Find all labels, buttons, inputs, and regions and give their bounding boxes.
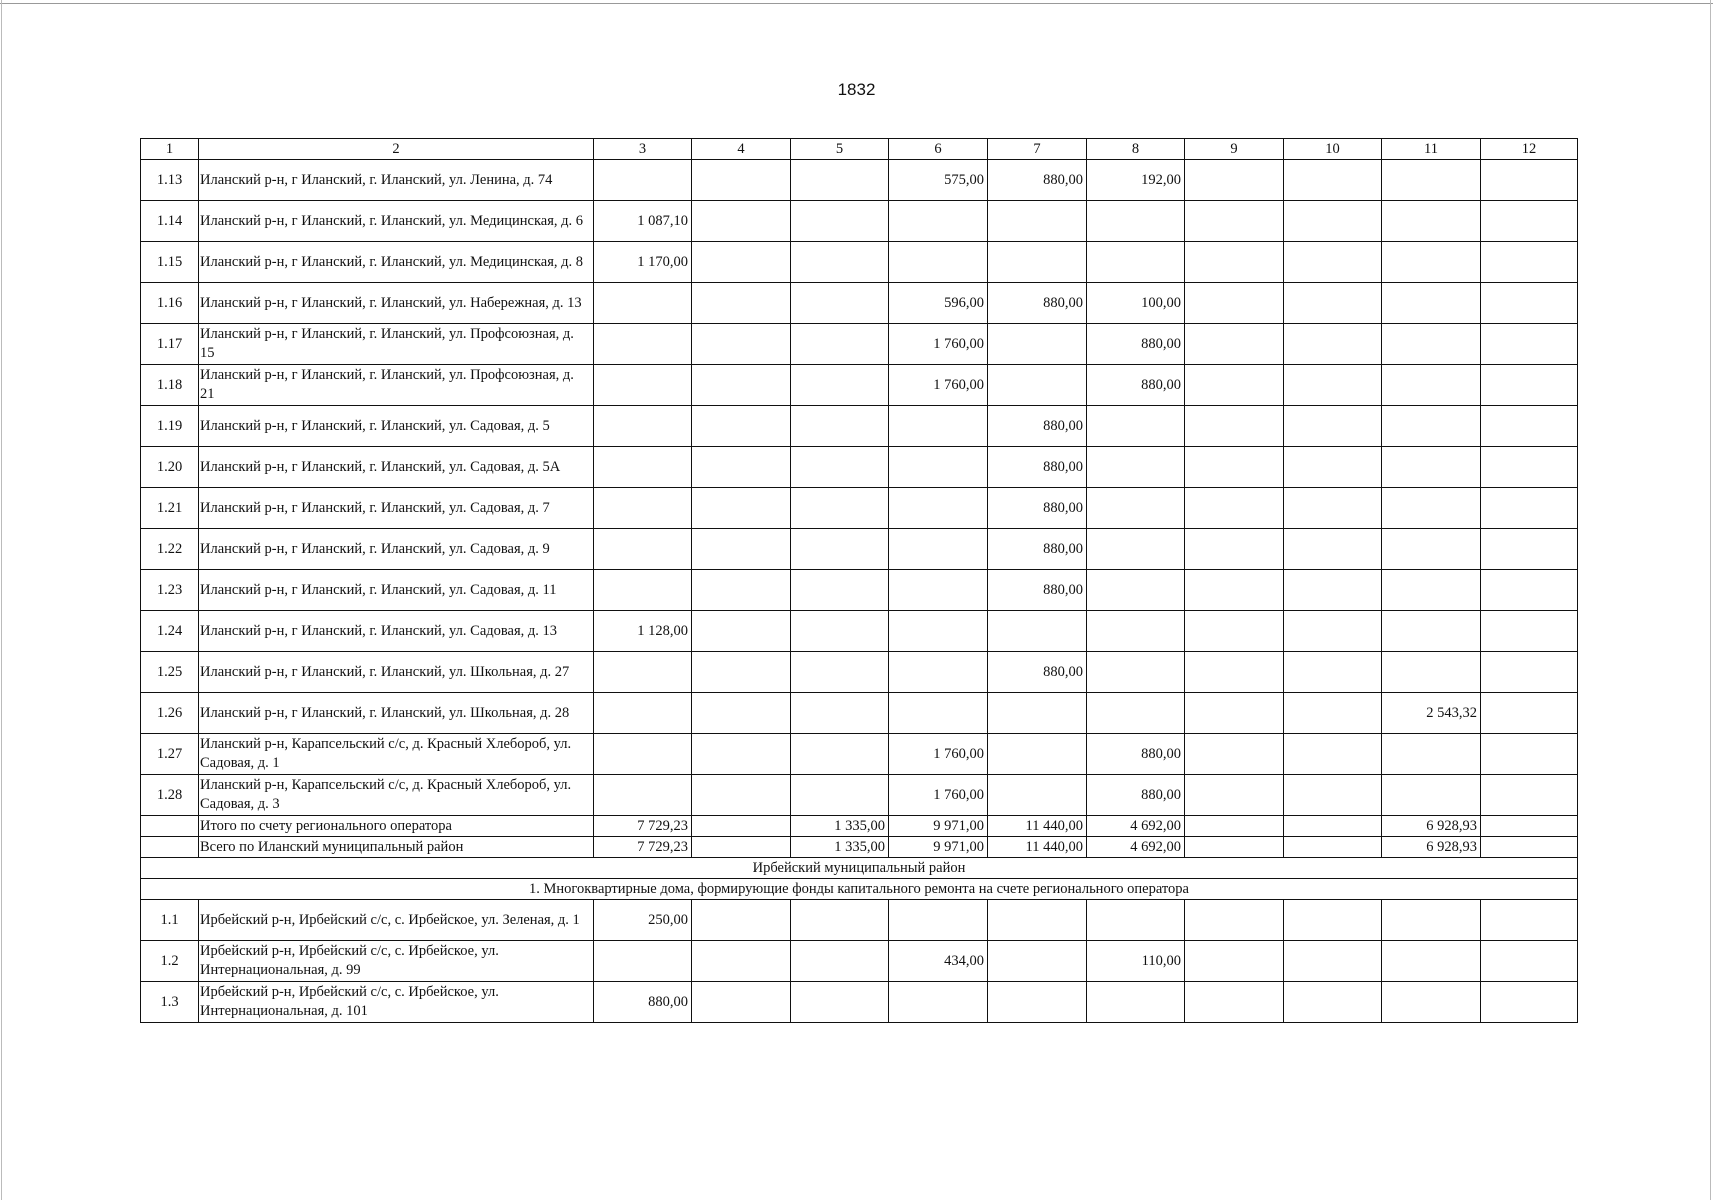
table-row [141, 652, 1578, 693]
value-cell [594, 941, 692, 982]
row-index: 1.21 [141, 488, 199, 529]
value-cell [692, 529, 791, 570]
table-row [141, 201, 1578, 242]
address-cell: Ирбейский р-н, Ирбейский с/с, с. Ирбейское, ул. Интернациональная, д. 101 [199, 982, 594, 1023]
scan-edge-top [0, 3, 1713, 4]
col-header: 4 [692, 139, 791, 160]
value-cell [1382, 900, 1481, 941]
value-cell: 596,00 [889, 283, 988, 324]
value-cell: 880,00 [988, 488, 1087, 529]
address-cell: Иланский р-н, г Иланский, г. Иланский, ул. Медицинская, д. 8 [199, 242, 594, 283]
value-cell: 1 760,00 [889, 775, 988, 816]
value-cell [1382, 324, 1481, 365]
address-cell: Иланский р-н, г Иланский, г. Иланский, ул. Ленина, д. 74 [199, 160, 594, 201]
value-cell: 880,00 [988, 529, 1087, 570]
table-row [141, 324, 1578, 365]
value-cell [791, 734, 889, 775]
value-cell [692, 652, 791, 693]
value-cell [988, 611, 1087, 652]
value-cell [1087, 488, 1185, 529]
value-cell [1481, 611, 1578, 652]
value-cell [692, 837, 791, 858]
total-row [141, 837, 1578, 858]
value-cell [889, 406, 988, 447]
value-cell [1185, 570, 1284, 611]
value-cell [1382, 941, 1481, 982]
row-index [141, 816, 199, 837]
value-cell [692, 775, 791, 816]
section-title: 1. Многоквартирные дома, формирующие фонды капитального ремонта на счете регионального оператора [141, 879, 1578, 900]
value-cell [889, 570, 988, 611]
column-number-row [141, 139, 1578, 160]
value-cell [1382, 242, 1481, 283]
value-cell: 880,00 [988, 447, 1087, 488]
value-cell [889, 529, 988, 570]
table-row [141, 160, 1578, 201]
value-cell [1481, 693, 1578, 734]
value-cell [791, 941, 889, 982]
value-cell: 575,00 [889, 160, 988, 201]
table-row [141, 447, 1578, 488]
table-row [141, 982, 1578, 1023]
row-index: 1.18 [141, 365, 199, 406]
value-cell [988, 693, 1087, 734]
value-cell: 880,00 [988, 406, 1087, 447]
value-cell [1481, 160, 1578, 201]
value-cell [594, 570, 692, 611]
value-cell [1087, 652, 1185, 693]
value-cell: 6 928,93 [1382, 816, 1481, 837]
value-cell [1284, 837, 1382, 858]
col-header: 10 [1284, 139, 1382, 160]
value-cell [1185, 529, 1284, 570]
value-cell [692, 982, 791, 1023]
value-cell [1284, 447, 1382, 488]
value-cell [1185, 365, 1284, 406]
value-cell [1284, 201, 1382, 242]
value-cell [692, 242, 791, 283]
table-row [141, 529, 1578, 570]
value-cell [594, 734, 692, 775]
value-cell [889, 447, 988, 488]
value-cell [692, 941, 791, 982]
table-row [141, 611, 1578, 652]
value-cell [988, 365, 1087, 406]
value-cell [594, 406, 692, 447]
value-cell [692, 816, 791, 837]
value-cell [988, 982, 1087, 1023]
value-cell [1481, 982, 1578, 1023]
section-row [141, 879, 1578, 900]
col-header: 11 [1382, 139, 1481, 160]
value-cell [988, 201, 1087, 242]
value-cell: 1 335,00 [791, 837, 889, 858]
value-cell [1481, 941, 1578, 982]
data-table [140, 138, 1578, 1023]
address-cell: Иланский р-н, г Иланский, г. Иланский, ул. Садовая, д. 7 [199, 488, 594, 529]
value-cell [791, 611, 889, 652]
value-cell [791, 693, 889, 734]
value-cell [988, 734, 1087, 775]
value-cell: 880,00 [1087, 734, 1185, 775]
value-cell [1284, 365, 1382, 406]
value-cell [1481, 201, 1578, 242]
value-cell [1185, 982, 1284, 1023]
value-cell: 7 729,23 [594, 837, 692, 858]
value-cell [692, 201, 791, 242]
value-cell [988, 324, 1087, 365]
value-cell [692, 693, 791, 734]
col-header: 12 [1481, 139, 1578, 160]
value-cell [1481, 283, 1578, 324]
value-cell [1284, 775, 1382, 816]
value-cell [692, 406, 791, 447]
row-index [141, 837, 199, 858]
value-cell [1284, 900, 1382, 941]
value-cell [791, 365, 889, 406]
value-cell [1284, 982, 1382, 1023]
row-index: 1.13 [141, 160, 199, 201]
value-cell [1382, 775, 1481, 816]
value-cell [1185, 900, 1284, 941]
value-cell [1087, 693, 1185, 734]
value-cell [1382, 734, 1481, 775]
value-cell [594, 160, 692, 201]
value-cell [1382, 982, 1481, 1023]
value-cell [1284, 570, 1382, 611]
value-cell [1481, 837, 1578, 858]
value-cell: 100,00 [1087, 283, 1185, 324]
value-cell [1481, 447, 1578, 488]
value-cell [1382, 488, 1481, 529]
value-cell [1382, 447, 1481, 488]
value-cell: 880,00 [1087, 324, 1185, 365]
value-cell [889, 201, 988, 242]
address-cell: Иланский р-н, Карапсельский с/с, д. Красный Хлебороб, ул. Садовая, д. 1 [199, 734, 594, 775]
table-row [141, 242, 1578, 283]
value-cell: 1 335,00 [791, 816, 889, 837]
value-cell [1185, 652, 1284, 693]
address-cell: Иланский р-н, г Иланский, г. Иланский, ул. Садовая, д. 11 [199, 570, 594, 611]
value-cell [1185, 775, 1284, 816]
value-cell [1185, 447, 1284, 488]
value-cell [1185, 837, 1284, 858]
value-cell [1284, 693, 1382, 734]
value-cell [1087, 201, 1185, 242]
value-cell [791, 447, 889, 488]
page-number: 1832 [837, 80, 876, 99]
address-cell: Иланский р-н, г Иланский, г. Иланский, ул. Набережная, д. 13 [199, 283, 594, 324]
scan-edge-left [1, 0, 2, 1200]
value-cell: 880,00 [988, 160, 1087, 201]
table-row [141, 365, 1578, 406]
table-row [141, 570, 1578, 611]
value-cell [1481, 406, 1578, 447]
value-cell [1284, 324, 1382, 365]
row-index: 1.3 [141, 982, 199, 1023]
value-cell [889, 982, 988, 1023]
value-cell [1185, 406, 1284, 447]
address-cell: Ирбейский р-н, Ирбейский с/с, с. Ирбейское, ул. Зеленая, д. 1 [199, 900, 594, 941]
value-cell [594, 529, 692, 570]
value-cell [692, 365, 791, 406]
value-cell [1284, 529, 1382, 570]
value-cell [1284, 652, 1382, 693]
value-cell [791, 324, 889, 365]
value-cell [594, 693, 692, 734]
value-cell [1481, 900, 1578, 941]
address-cell: Итого по счету регионального оператора [199, 816, 594, 837]
address-cell: Иланский р-н, г Иланский, г. Иланский, ул. Садовая, д. 5 [199, 406, 594, 447]
address-cell: Иланский р-н, г Иланский, г. Иланский, ул. Садовая, д. 9 [199, 529, 594, 570]
table-row [141, 775, 1578, 816]
value-cell [791, 488, 889, 529]
value-cell: 4 692,00 [1087, 816, 1185, 837]
value-cell [1481, 529, 1578, 570]
value-cell [1087, 242, 1185, 283]
value-cell: 1 760,00 [889, 734, 988, 775]
col-header: 7 [988, 139, 1087, 160]
table-row [141, 734, 1578, 775]
value-cell [988, 242, 1087, 283]
table-body [141, 160, 1578, 1023]
value-cell [1185, 693, 1284, 734]
value-cell: 2 543,32 [1382, 693, 1481, 734]
value-cell [1185, 488, 1284, 529]
value-cell [1185, 734, 1284, 775]
value-cell [1382, 611, 1481, 652]
row-index: 1.25 [141, 652, 199, 693]
value-cell: 6 928,93 [1382, 837, 1481, 858]
value-cell [1087, 982, 1185, 1023]
value-cell [889, 900, 988, 941]
col-header: 5 [791, 139, 889, 160]
value-cell [692, 570, 791, 611]
table-row [141, 406, 1578, 447]
value-cell: 880,00 [988, 652, 1087, 693]
value-cell [1087, 611, 1185, 652]
value-cell [1185, 283, 1284, 324]
col-header: 6 [889, 139, 988, 160]
address-cell: Всего по Иланский муниципальный район [199, 837, 594, 858]
value-cell: 1 087,10 [594, 201, 692, 242]
value-cell [791, 900, 889, 941]
value-cell: 9 971,00 [889, 816, 988, 837]
row-index: 1.15 [141, 242, 199, 283]
value-cell [1382, 652, 1481, 693]
value-cell [791, 283, 889, 324]
value-cell [1481, 242, 1578, 283]
value-cell: 250,00 [594, 900, 692, 941]
value-cell [1382, 570, 1481, 611]
value-cell: 880,00 [988, 283, 1087, 324]
value-cell: 880,00 [988, 570, 1087, 611]
value-cell [889, 488, 988, 529]
value-cell [692, 447, 791, 488]
row-index: 1.28 [141, 775, 199, 816]
section-row [141, 858, 1578, 879]
value-cell [889, 652, 988, 693]
value-cell [791, 775, 889, 816]
row-index: 1.23 [141, 570, 199, 611]
value-cell [1185, 941, 1284, 982]
value-cell [692, 611, 791, 652]
table-row [141, 283, 1578, 324]
value-cell [1382, 406, 1481, 447]
row-index: 1.19 [141, 406, 199, 447]
value-cell [692, 900, 791, 941]
value-cell [791, 652, 889, 693]
address-cell: Иланский р-н, Карапсельский с/с, д. Красный Хлебороб, ул. Садовая, д. 3 [199, 775, 594, 816]
row-index: 1.2 [141, 941, 199, 982]
value-cell [1481, 652, 1578, 693]
col-header: 1 [141, 139, 199, 160]
value-cell [1481, 775, 1578, 816]
address-cell: Иланский р-н, г Иланский, г. Иланский, ул. Профсоюзная, д. 21 [199, 365, 594, 406]
value-cell: 110,00 [1087, 941, 1185, 982]
value-cell [1481, 816, 1578, 837]
row-index: 1.1 [141, 900, 199, 941]
value-cell [594, 775, 692, 816]
value-cell [692, 160, 791, 201]
value-cell [1382, 283, 1481, 324]
value-cell [1382, 365, 1481, 406]
value-cell [1087, 900, 1185, 941]
value-cell [692, 324, 791, 365]
value-cell [594, 488, 692, 529]
value-cell [1185, 201, 1284, 242]
value-cell [692, 283, 791, 324]
value-cell [594, 324, 692, 365]
value-cell [988, 941, 1087, 982]
row-index: 1.27 [141, 734, 199, 775]
row-index: 1.14 [141, 201, 199, 242]
table-row [141, 693, 1578, 734]
value-cell [594, 365, 692, 406]
address-cell: Иланский р-н, г Иланский, г. Иланский, ул. Садовая, д. 13 [199, 611, 594, 652]
row-index: 1.26 [141, 693, 199, 734]
address-cell: Иланский р-н, г Иланский, г. Иланский, ул. Профсоюзная, д. 15 [199, 324, 594, 365]
value-cell: 1 760,00 [889, 324, 988, 365]
value-cell: 11 440,00 [988, 816, 1087, 837]
section-title: Ирбейский муниципальный район [141, 858, 1578, 879]
address-cell: Иланский р-н, г Иланский, г. Иланский, ул. Садовая, д. 5А [199, 447, 594, 488]
value-cell [594, 283, 692, 324]
value-cell [791, 982, 889, 1023]
value-cell [1382, 529, 1481, 570]
value-cell [594, 652, 692, 693]
row-index: 1.24 [141, 611, 199, 652]
value-cell [1284, 406, 1382, 447]
value-cell: 4 692,00 [1087, 837, 1185, 858]
value-cell [1087, 529, 1185, 570]
value-cell: 192,00 [1087, 160, 1185, 201]
value-cell [1284, 160, 1382, 201]
row-index: 1.22 [141, 529, 199, 570]
col-header: 9 [1185, 139, 1284, 160]
value-cell: 880,00 [594, 982, 692, 1023]
address-cell: Иланский р-н, г Иланский, г. Иланский, ул. Школьная, д. 28 [199, 693, 594, 734]
value-cell [791, 242, 889, 283]
address-cell: Ирбейский р-н, Ирбейский с/с, с. Ирбейское, ул. Интернациональная, д. 99 [199, 941, 594, 982]
value-cell [1284, 816, 1382, 837]
value-cell [1481, 324, 1578, 365]
address-cell: Иланский р-н, г Иланский, г. Иланский, ул. Школьная, д. 27 [199, 652, 594, 693]
value-cell [889, 693, 988, 734]
value-cell: 1 170,00 [594, 242, 692, 283]
col-header: 2 [199, 139, 594, 160]
table-row [141, 941, 1578, 982]
value-cell [791, 160, 889, 201]
value-cell [791, 570, 889, 611]
value-cell [692, 734, 791, 775]
col-header: 3 [594, 139, 692, 160]
value-cell [1185, 816, 1284, 837]
value-cell [1284, 611, 1382, 652]
value-cell: 1 760,00 [889, 365, 988, 406]
value-cell [791, 406, 889, 447]
value-cell [1481, 365, 1578, 406]
value-cell: 7 729,23 [594, 816, 692, 837]
value-cell [1185, 611, 1284, 652]
value-cell [1185, 160, 1284, 201]
value-cell [1382, 160, 1481, 201]
value-cell [594, 447, 692, 488]
scan-edge-right [1710, 0, 1711, 1200]
value-cell [889, 242, 988, 283]
value-cell [1185, 242, 1284, 283]
value-cell: 434,00 [889, 941, 988, 982]
value-cell [988, 775, 1087, 816]
address-cell: Иланский р-н, г Иланский, г. Иланский, ул. Медицинская, д. 6 [199, 201, 594, 242]
value-cell [1284, 242, 1382, 283]
col-header: 8 [1087, 139, 1185, 160]
value-cell [1284, 488, 1382, 529]
value-cell [1284, 283, 1382, 324]
value-cell [1382, 201, 1481, 242]
value-cell [1087, 447, 1185, 488]
value-cell [1087, 406, 1185, 447]
value-cell [1481, 488, 1578, 529]
value-cell [1087, 570, 1185, 611]
value-cell [791, 529, 889, 570]
row-index: 1.16 [141, 283, 199, 324]
row-index: 1.20 [141, 447, 199, 488]
value-cell [1481, 734, 1578, 775]
value-cell [1284, 734, 1382, 775]
table-row [141, 488, 1578, 529]
value-cell [1481, 570, 1578, 611]
value-cell [1284, 941, 1382, 982]
value-cell [988, 900, 1087, 941]
value-cell: 9 971,00 [889, 837, 988, 858]
value-cell: 880,00 [1087, 775, 1185, 816]
value-cell: 11 440,00 [988, 837, 1087, 858]
value-cell: 880,00 [1087, 365, 1185, 406]
value-cell [889, 611, 988, 652]
value-cell [1185, 324, 1284, 365]
table-row [141, 900, 1578, 941]
value-cell [692, 488, 791, 529]
row-index: 1.17 [141, 324, 199, 365]
total-row [141, 816, 1578, 837]
value-cell [791, 201, 889, 242]
value-cell: 1 128,00 [594, 611, 692, 652]
